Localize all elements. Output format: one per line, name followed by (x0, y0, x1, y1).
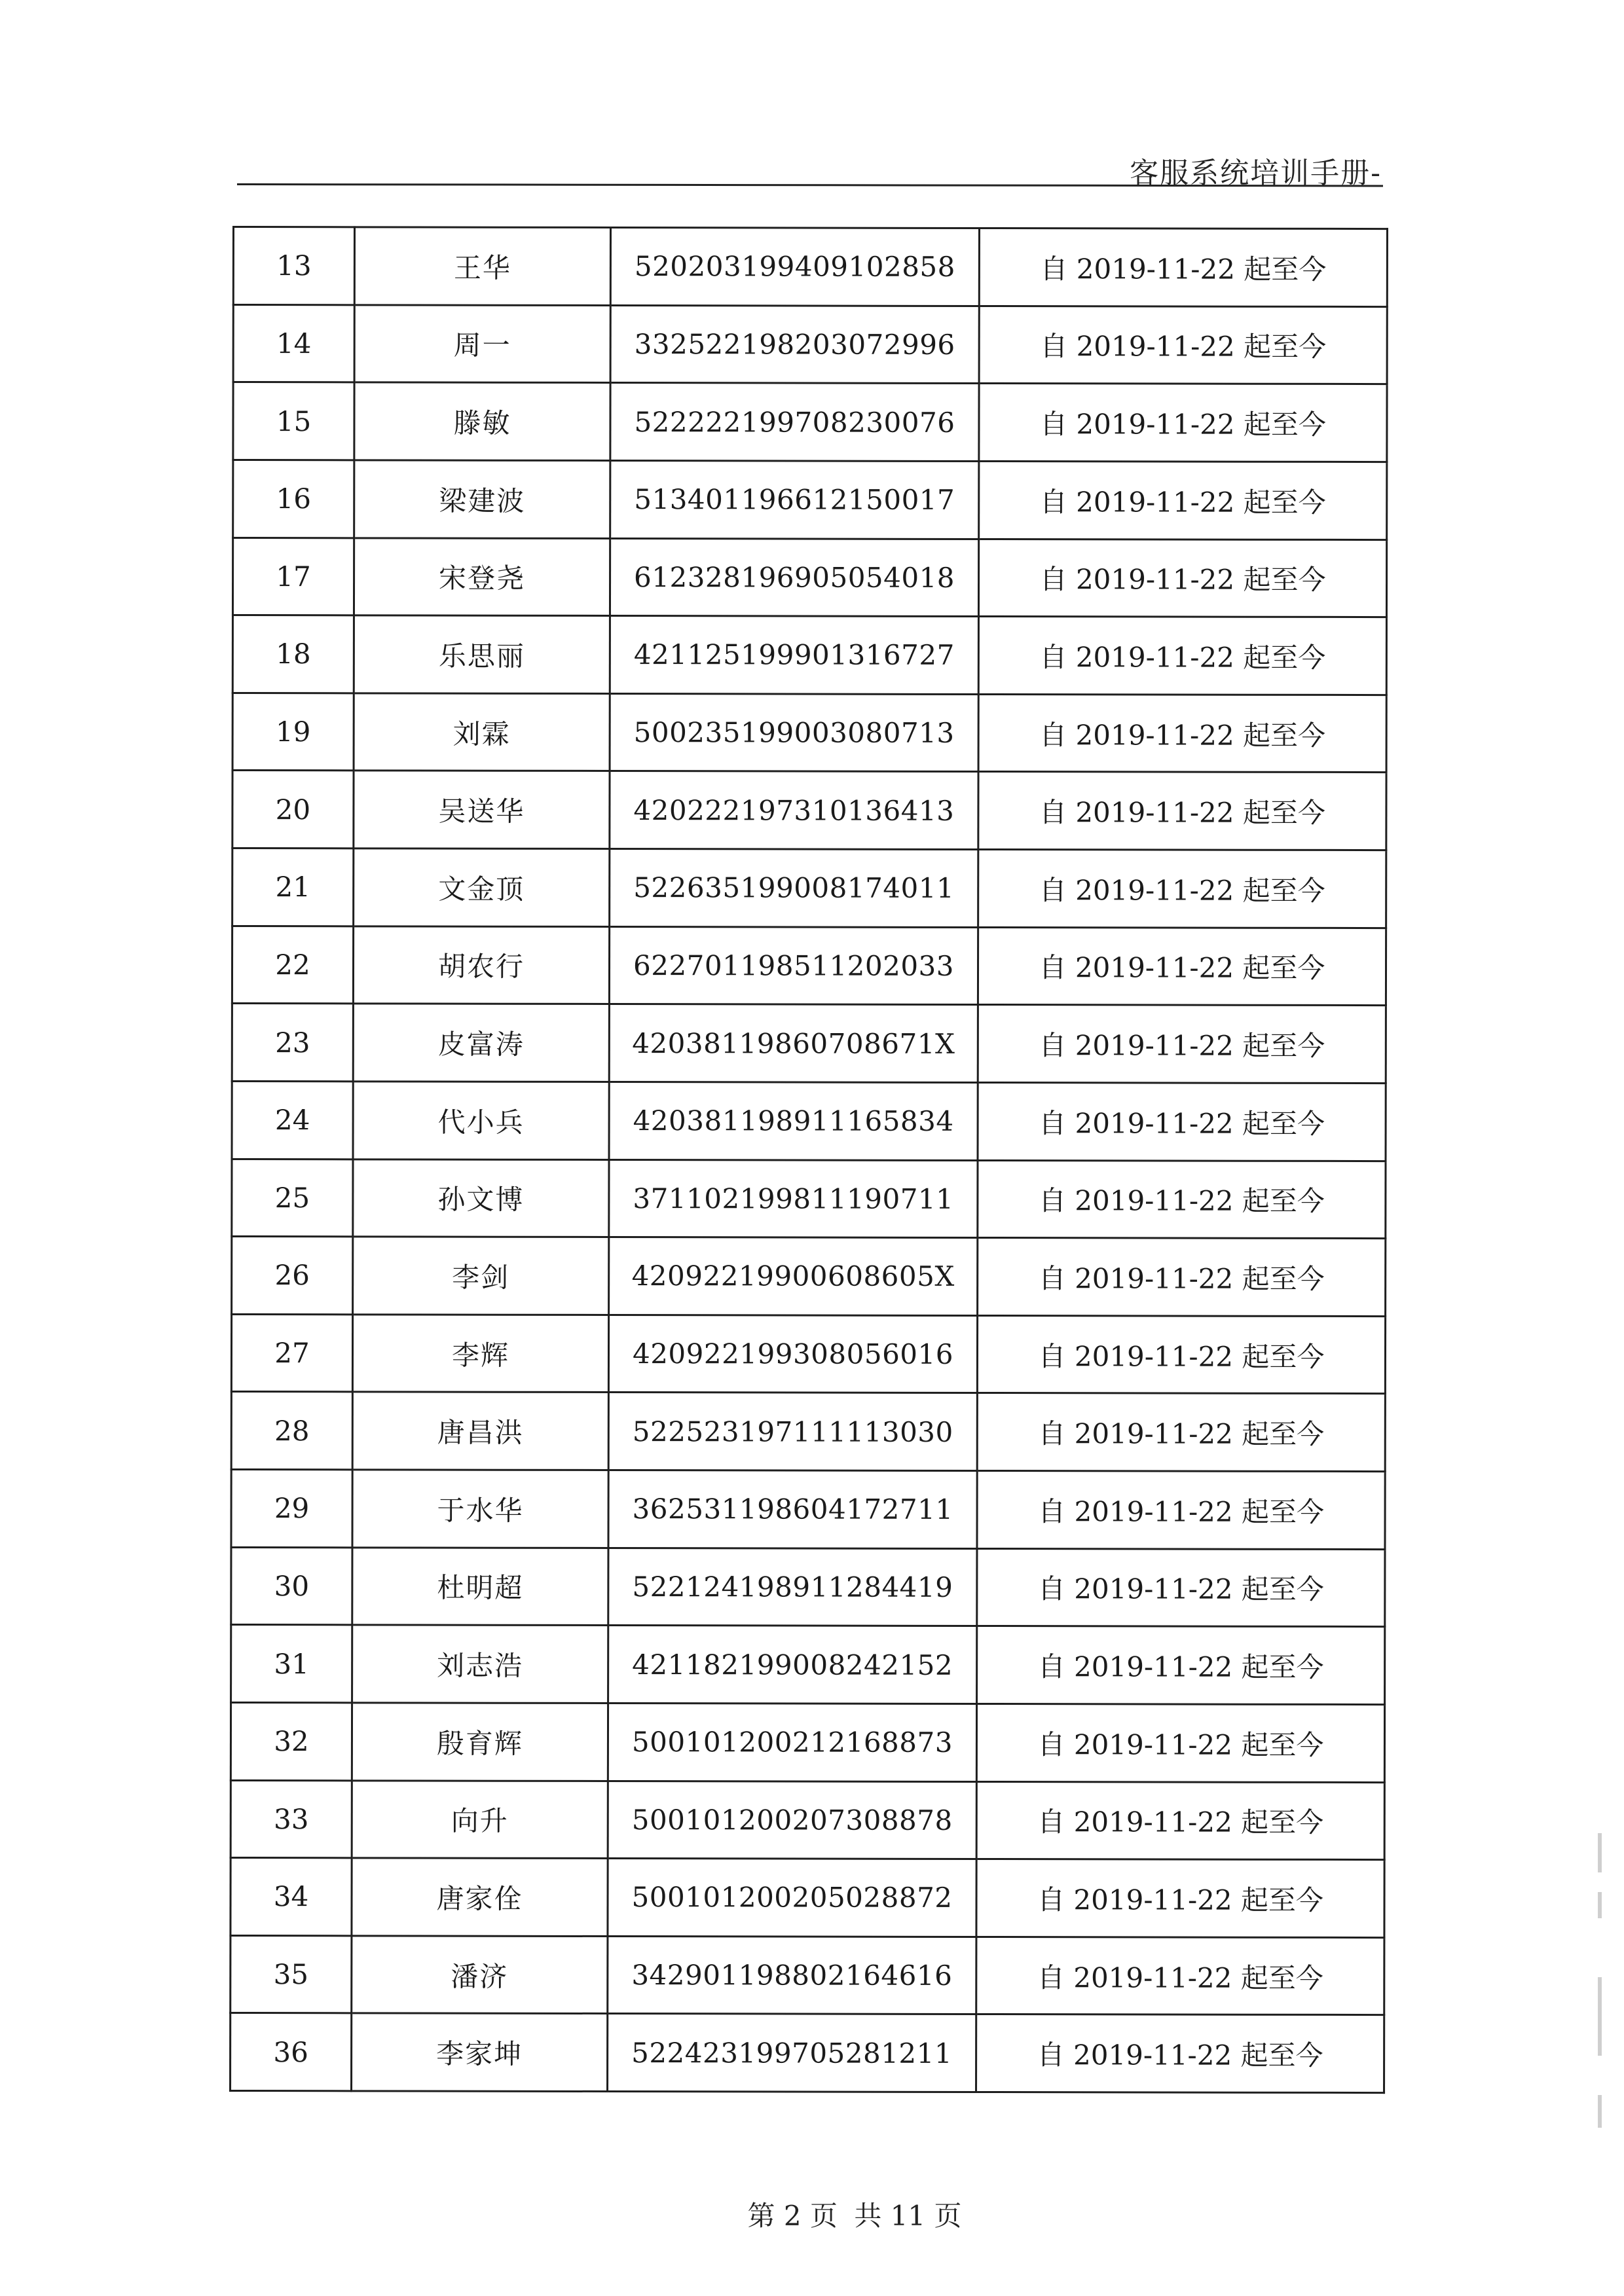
table-row (231, 1702, 1384, 1782)
row-number-cell: 16 (233, 460, 354, 538)
name-cell: 宋登尧 (354, 538, 610, 615)
page-total: 共 11 页 (854, 2200, 962, 2232)
id-number-cell: 500101200212168873 (608, 1703, 976, 1781)
id-number-cell: 522423199705281211 (608, 2014, 976, 2092)
id-number-cell: 500235199003080713 (610, 693, 978, 772)
id-number-cell: 42038119860708671X (609, 1004, 978, 1083)
period-cell: 自 2019-11-22 起至今 (977, 1626, 1385, 1705)
table-row (231, 1392, 1385, 1472)
name-cell: 李辉 (352, 1315, 608, 1393)
period-cell: 自 2019-11-22 起至今 (977, 1470, 1385, 1549)
id-number-cell: 522222199708230076 (610, 383, 979, 462)
row-number-cell: 36 (231, 2013, 352, 2091)
row-number-cell: 28 (231, 1392, 352, 1470)
name-cell: 周一 (354, 304, 610, 382)
table-row (232, 615, 1386, 695)
period-cell: 自 2019-11-22 起至今 (978, 1005, 1386, 1084)
scan-edge-mark (1598, 1833, 1602, 1872)
period-cell: 自 2019-11-22 起至今 (976, 1781, 1384, 1860)
period-cell: 自 2019-11-22 起至今 (978, 1082, 1386, 1161)
row-number-cell: 34 (231, 1858, 352, 1936)
period-cell: 自 2019-11-22 起至今 (978, 694, 1386, 773)
period-cell: 自 2019-11-22 起至今 (978, 1238, 1386, 1317)
scan-edge-mark (1598, 1892, 1602, 1918)
row-number-cell: 18 (232, 615, 354, 693)
name-cell: 皮富涛 (353, 1004, 609, 1082)
row-number-cell: 20 (232, 771, 354, 848)
period-cell: 自 2019-11-22 起至今 (978, 772, 1386, 850)
staff-roster-table (229, 226, 1388, 2094)
id-number-cell: 500101200207308878 (608, 1781, 976, 1859)
table-row (232, 848, 1386, 928)
row-number-cell: 21 (232, 848, 354, 926)
name-cell: 潘济 (352, 1936, 608, 2014)
table-row (232, 1081, 1386, 1161)
period-cell: 自 2019-11-22 起至今 (978, 539, 1386, 617)
name-cell: 滕敏 (354, 382, 610, 460)
id-number-cell: 622701198511202033 (609, 926, 978, 1005)
id-number-cell: 612328196905054018 (610, 538, 978, 617)
table-row (231, 1780, 1384, 1860)
table-row (231, 1625, 1385, 1705)
name-cell: 李剑 (353, 1237, 609, 1315)
id-number-cell: 420381198911165834 (609, 1082, 978, 1160)
row-number-cell: 32 (231, 1702, 352, 1780)
period-cell: 自 2019-11-22 起至今 (976, 2014, 1384, 2093)
period-cell: 自 2019-11-22 起至今 (978, 927, 1386, 1006)
table-row (233, 382, 1387, 462)
name-cell: 乐思丽 (354, 615, 610, 693)
table-row (231, 1935, 1384, 2015)
id-number-cell: 522124198911284419 (608, 1548, 977, 1626)
id-number-cell: 522523197111113030 (608, 1393, 977, 1471)
period-cell: 自 2019-11-22 起至今 (977, 1393, 1385, 1472)
id-number-cell: 420922199308056016 (608, 1315, 977, 1393)
name-cell: 吴送华 (354, 771, 610, 848)
id-number-cell: 420222197310136413 (610, 771, 978, 850)
period-cell: 自 2019-11-22 起至今 (978, 1160, 1386, 1239)
scan-edge-mark (1598, 1977, 1602, 2056)
period-cell: 自 2019-11-22 起至今 (979, 306, 1387, 384)
row-number-cell: 15 (233, 382, 354, 460)
id-number-cell: 371102199811190711 (609, 1159, 978, 1238)
table-row (231, 1469, 1385, 1549)
id-number-cell: 520203199409102858 (610, 228, 979, 306)
period-cell: 自 2019-11-22 起至今 (976, 1937, 1384, 2015)
period-cell: 自 2019-11-22 起至今 (979, 461, 1387, 539)
row-number-cell: 23 (232, 1004, 353, 1082)
id-number-cell: 362531198604172711 (608, 1470, 977, 1549)
row-number-cell: 35 (231, 1935, 352, 2013)
table-row (233, 460, 1387, 539)
row-number-cell: 24 (232, 1081, 353, 1159)
id-number-cell: 500101200205028872 (608, 1859, 976, 1937)
table-row (231, 2013, 1384, 2093)
id-number-cell: 342901198802164616 (608, 1936, 976, 2014)
table-row (232, 1159, 1386, 1239)
roster-table-body (231, 227, 1388, 2093)
id-number-cell: 332522198203072996 (610, 305, 979, 384)
row-number-cell: 22 (232, 926, 353, 1004)
table-row (232, 926, 1386, 1006)
name-cell: 向升 (352, 1780, 608, 1858)
period-cell: 自 2019-11-22 起至今 (976, 1704, 1384, 1782)
row-number-cell: 29 (231, 1469, 352, 1547)
name-cell: 胡农行 (353, 926, 609, 1004)
table-row (233, 304, 1387, 384)
name-cell: 王华 (354, 227, 610, 305)
id-number-cell: 421182199008242152 (608, 1626, 977, 1704)
name-cell: 于水华 (352, 1470, 608, 1548)
table-row (231, 1314, 1385, 1394)
id-number-cell: 513401196612150017 (610, 460, 979, 539)
period-cell: 自 2019-11-22 起至今 (976, 1859, 1384, 1938)
row-number-cell: 17 (232, 538, 354, 615)
name-cell: 刘霖 (354, 693, 610, 771)
name-cell: 李家坤 (352, 2013, 608, 2091)
scan-edge-mark (1598, 2095, 1602, 2128)
period-cell: 自 2019-11-22 起至今 (979, 384, 1387, 462)
period-cell: 自 2019-11-22 起至今 (977, 1315, 1385, 1394)
name-cell: 杜明超 (352, 1547, 608, 1625)
table-row (232, 1004, 1386, 1084)
id-number-cell: 421125199901316727 (610, 616, 978, 695)
document-header-title: 客服系统培训手册- (1130, 156, 1382, 190)
table-row (231, 1547, 1385, 1627)
table-row (233, 227, 1387, 307)
name-cell: 文金顶 (354, 848, 610, 926)
name-cell: 梁建波 (354, 460, 610, 538)
name-cell: 唐家佺 (352, 1858, 608, 1936)
name-cell: 代小兵 (353, 1082, 609, 1159)
period-cell: 自 2019-11-22 起至今 (978, 617, 1386, 695)
id-number-cell: 522635199008174011 (610, 849, 978, 928)
period-cell: 自 2019-11-22 起至今 (978, 849, 1386, 928)
table-row (232, 1237, 1386, 1317)
id-number-cell: 42092219900608605X (609, 1237, 978, 1316)
name-cell: 孙文博 (353, 1159, 609, 1237)
row-number-cell: 13 (233, 227, 354, 305)
page-footer (0, 2195, 1624, 2234)
page-number: 第 2 页 (747, 2200, 838, 2232)
table-row (232, 771, 1386, 850)
period-cell: 自 2019-11-22 起至今 (977, 1548, 1385, 1627)
row-number-cell: 26 (232, 1237, 353, 1315)
row-number-cell: 33 (231, 1780, 352, 1858)
table-row (232, 693, 1386, 773)
row-number-cell: 31 (231, 1625, 352, 1703)
period-cell: 自 2019-11-22 起至今 (979, 228, 1387, 306)
name-cell: 刘志浩 (352, 1625, 608, 1703)
row-number-cell: 25 (232, 1159, 353, 1237)
name-cell: 殷育辉 (352, 1703, 608, 1781)
row-number-cell: 30 (231, 1547, 352, 1625)
name-cell: 唐昌洪 (352, 1392, 608, 1470)
table-row (231, 1858, 1384, 1938)
row-number-cell: 14 (233, 304, 354, 382)
table-row (232, 538, 1386, 617)
row-number-cell: 27 (231, 1314, 352, 1392)
row-number-cell: 19 (232, 693, 354, 771)
